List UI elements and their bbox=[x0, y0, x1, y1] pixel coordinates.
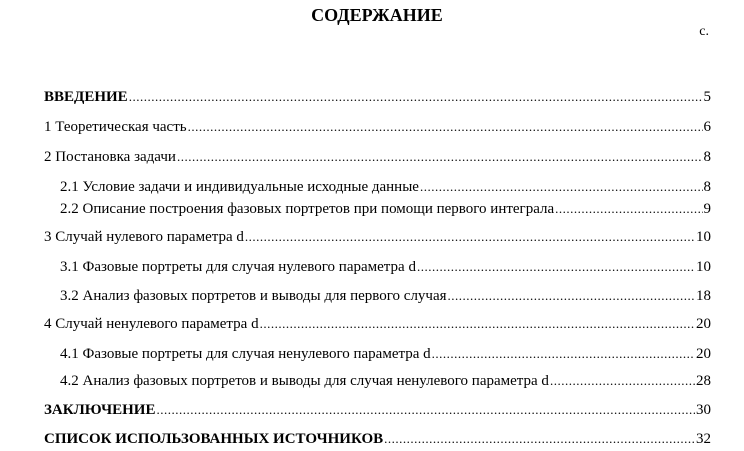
toc-entry[interactable] bbox=[44, 401, 711, 419]
toc-entry-title: 4 Случай ненулевого параметра d bbox=[44, 316, 259, 332]
toc-entry[interactable] bbox=[44, 430, 711, 448]
toc-entry-page-number: 10 bbox=[696, 259, 711, 275]
toc-dot-leader bbox=[417, 258, 695, 276]
toc-entry-title: ЗАКЛЮЧЕНИЕ bbox=[44, 402, 156, 418]
toc-entry[interactable] bbox=[60, 287, 711, 305]
toc-entry-page-number: 8 bbox=[703, 179, 711, 195]
toc-entry-page-number: 30 bbox=[696, 402, 711, 418]
toc-entry[interactable] bbox=[44, 88, 711, 106]
toc-entry-title: 3 Случай нулевого параметра d bbox=[44, 229, 244, 245]
toc-entry-title: ВВЕДЕНИЕ bbox=[44, 89, 128, 105]
toc-entry-title: 3.2 Анализ фазовых портретов и выводы для первого случая bbox=[60, 288, 447, 304]
toc-entry[interactable] bbox=[44, 118, 711, 136]
toc-entry[interactable] bbox=[44, 148, 711, 166]
toc-entry-title: 2.1 Условие задачи и индивидуальные исходные данные bbox=[60, 179, 419, 195]
toc-entry[interactable] bbox=[60, 200, 711, 218]
toc-entry-page-number: 28 bbox=[696, 373, 711, 389]
toc-entry[interactable] bbox=[44, 228, 711, 246]
toc-entry-page-number: 9 bbox=[703, 201, 711, 217]
toc-dot-leader bbox=[555, 200, 702, 218]
toc-dot-leader bbox=[129, 88, 703, 106]
toc-entry-title: СПИСОК ИСПОЛЬЗОВАННЫХ ИСТОЧНИКОВ bbox=[44, 431, 384, 447]
toc-dot-leader bbox=[432, 345, 695, 363]
toc-dot-leader bbox=[260, 315, 695, 333]
toc-entry-title: 1 Теоретическая часть bbox=[44, 119, 187, 135]
toc-entry-page-number: 8 bbox=[703, 149, 711, 165]
page-column-label: с. bbox=[699, 24, 709, 39]
toc-entry-title: 2 Постановка задачи bbox=[44, 149, 176, 165]
toc-entry-page-number: 18 bbox=[696, 288, 711, 304]
toc-entry[interactable] bbox=[60, 178, 711, 196]
toc-dot-leader bbox=[550, 372, 695, 390]
toc-entry-title: 4.1 Фазовые портреты для случая ненулевого параметра d bbox=[60, 346, 431, 362]
toc-entry-title: 3.1 Фазовые портреты для случая нулевого параметра d bbox=[60, 259, 416, 275]
toc-entry-page-number: 5 bbox=[703, 89, 711, 105]
toc-title: СОДЕРЖАНИЕ bbox=[311, 5, 443, 25]
toc-dot-leader bbox=[188, 118, 703, 136]
toc-entry-title: 4.2 Анализ фазовых портретов и выводы для случая ненулевого параметра d bbox=[60, 373, 549, 389]
toc-entry[interactable] bbox=[60, 345, 711, 363]
toc-entry[interactable] bbox=[60, 372, 711, 390]
toc-entry[interactable] bbox=[44, 315, 711, 333]
toc-dot-leader bbox=[384, 430, 695, 448]
toc-dot-leader bbox=[420, 178, 703, 196]
toc-entry-page-number: 10 bbox=[696, 229, 711, 245]
toc-entry-page-number: 32 bbox=[696, 431, 711, 447]
toc-entry-title: 2.2 Описание построения фазовых портретов при помощи первого интеграла bbox=[60, 201, 555, 217]
toc-entry[interactable] bbox=[60, 258, 711, 276]
toc-dot-leader bbox=[156, 401, 695, 419]
toc-entry-page-number: 6 bbox=[703, 119, 711, 135]
toc-dot-leader bbox=[448, 287, 695, 305]
toc-entry-page-number: 20 bbox=[696, 346, 711, 362]
toc-dot-leader bbox=[245, 228, 695, 246]
toc-dot-leader bbox=[177, 148, 703, 166]
toc-entry-page-number: 20 bbox=[696, 316, 711, 332]
